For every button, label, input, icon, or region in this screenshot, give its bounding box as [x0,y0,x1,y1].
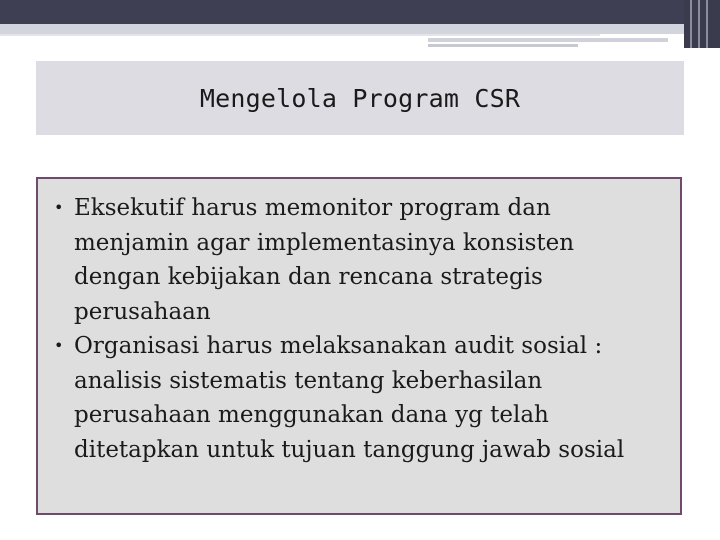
slide-title: Mengelola Program CSR [199,83,521,113]
bullet-text: Eksekutif harus memonitor program dan menjamin agar implementasinya konsisten dengan kebijakan dan rencana strategis perusahaan [74,195,575,325]
bullet-marker: • [54,198,64,217]
top-decorative-bar [0,0,720,24]
accent-line [0,34,600,36]
title-box [36,61,684,135]
accent-band [0,24,684,34]
bullet-item [54,191,660,329]
bullet-text: Organisasi harus melaksanakan audit sosial : analisis sistematis tentang keberhasilan perusahaan menggunakan dana yg telah ditetapkan untuk tujuan tanggung jawab sosial [74,333,625,463]
corner-stripe [690,0,692,48]
bullet-item [54,329,660,467]
bullet-marker: • [54,336,64,355]
corner-stripe [706,0,708,48]
accent-line [428,44,578,47]
corner-decoration [684,0,720,48]
content-box [36,177,682,515]
corner-stripe [698,0,700,48]
bullet-list [54,191,660,467]
accent-line [428,38,668,42]
